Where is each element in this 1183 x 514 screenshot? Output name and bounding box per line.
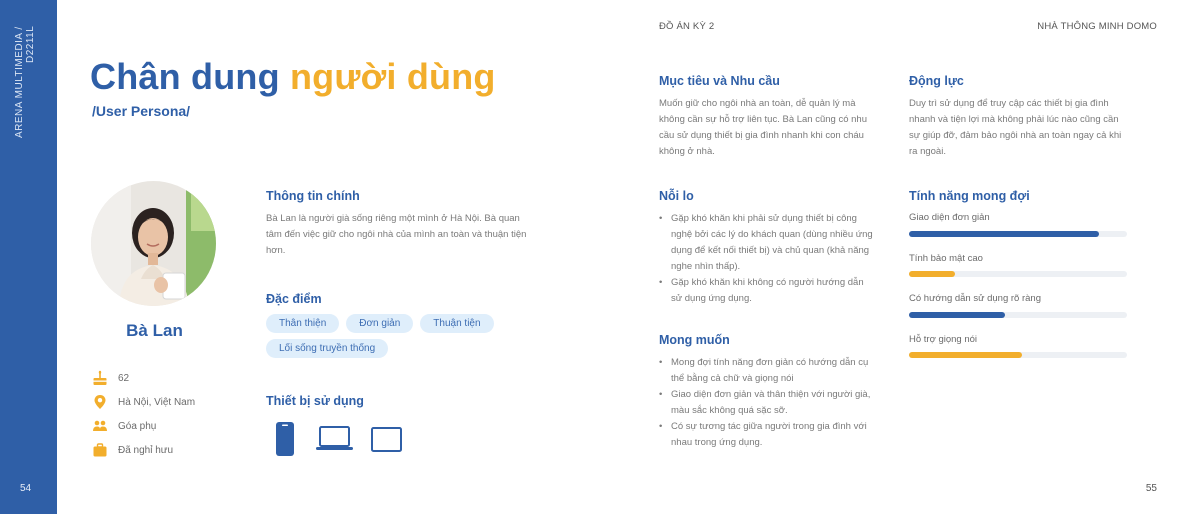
main-info-heading: Thông tin chính [266,189,360,203]
sidebar-vertical-text: ARENA MULTIMEDIA / D2211L [14,26,36,138]
feature-bar-fill [909,231,1099,237]
briefcase-icon [92,442,108,458]
feature-label: Tính bảo mật cao [909,253,983,264]
wishes-heading: Mong muốn [659,333,730,347]
concern-item: • Gặp khó khăn khi không có người hướng dẫn sử dụng ứng dụng. [659,275,877,307]
sidebar [0,0,57,514]
tag-convenient: Thuận tiện [420,314,493,333]
feature-label: Giao diện đơn giản [909,212,990,223]
goals-text: Muốn giữ cho ngôi nhà an toàn, dễ quản lý mà không cần sự hỗ trợ liên tục. Bà Lan cũng có nhu cầu sử dụng thiết bị gia đình nhanh khi con cháu không ở nhà. [659,98,867,157]
goals-heading: Mục tiêu và Nhu cầu [659,74,780,88]
page-subtitle: /User Persona/ [92,103,191,119]
page-number-left: 54 [20,483,32,494]
family-icon [92,418,108,434]
concerns-list [659,211,877,307]
wish-item: • Mong đợi tính năng đơn giản có hướng dẫn cụ thể bằng cả chữ và giọng nói [659,355,877,387]
feature-label: Có hướng dẫn sử dụng rõ ràng [909,293,1041,304]
features-heading: Tính năng mong đợi [909,189,1030,203]
wishes-list [659,355,877,451]
info-row-marital [92,418,156,434]
info-occupation: Đã nghỉ hưu [118,444,174,456]
header-right: NHÀ THÔNG MINH DOMO [1037,21,1157,32]
laptop-icon [316,426,353,452]
smartphone-icon [276,422,294,456]
feature-bar-fill [909,271,955,277]
title-part-2: người dùng [289,56,496,97]
info-row-age [92,370,129,386]
page-number-right: 55 [1145,483,1157,494]
motivation-heading: Động lực [909,74,964,88]
devices-heading: Thiết bị sử dụng [266,394,364,408]
header-left: ĐỒ ÁN KỲ 2 [659,21,715,32]
feature-bar-fill [909,312,1005,318]
concerns-heading: Nỗi lo [659,189,694,203]
feature-label: Hỗ trợ giọng nói [909,334,978,345]
motivation-text: Duy trì sử dụng để truy cập các thiết bị gia đình nhanh và tiện lợi mà không phải lúc nào cũng cần sự giúp đỡ, đảm bảo ngôi nhà an toàn ngay cả khi ra ngoài. [909,98,1122,157]
page-title [90,56,496,98]
persona-name: Bà Lan [126,321,183,340]
tag-simple: Đơn giản [346,314,413,333]
info-row-occupation [92,442,173,458]
main-info-text: Bà Lan là người già sống riêng một mình ở Hà Nội. Bà quan tâm đến việc giữ cho ngôi nhà của mình an toàn và thuận tiện hơn. [266,213,527,256]
feature-bar-track [909,352,1127,358]
traits-heading: Đặc điểm [266,292,322,306]
persona-avatar [91,181,216,306]
feature-bar-fill [909,352,1022,358]
info-marital: Góa phụ [118,420,157,432]
info-row-location [92,394,195,410]
cake-icon [92,370,108,386]
traits-tags [266,314,536,358]
wish-item: • Giao diện đơn giản và thân thiện với người già, màu sắc không quá sặc sỡ. [659,387,877,419]
title-part-1: Chân dung [90,56,280,97]
feature-bar-track [909,271,1127,277]
info-location: Hà Nội, Việt Nam [118,396,196,408]
location-pin-icon [92,394,108,410]
info-age: 62 [118,372,130,384]
tag-friendly: Thân thiện [266,314,339,333]
feature-bar-track [909,312,1127,318]
wish-item: • Có sự tương tác giữa người trong gia đình với nhau trong ứng dụng. [659,419,877,451]
feature-bar-track [909,231,1127,237]
concern-item: • Gặp khó khăn khi phải sử dụng thiết bị công nghệ bởi các lý do khách quan (dùng nhiều ứng dụng để kết nối thiết bị) và chủ quan (khả năng nghe nhìn thấp). [659,211,877,275]
tag-traditional: Lối sống truyền thống [266,339,388,358]
tablet-icon [371,427,402,452]
